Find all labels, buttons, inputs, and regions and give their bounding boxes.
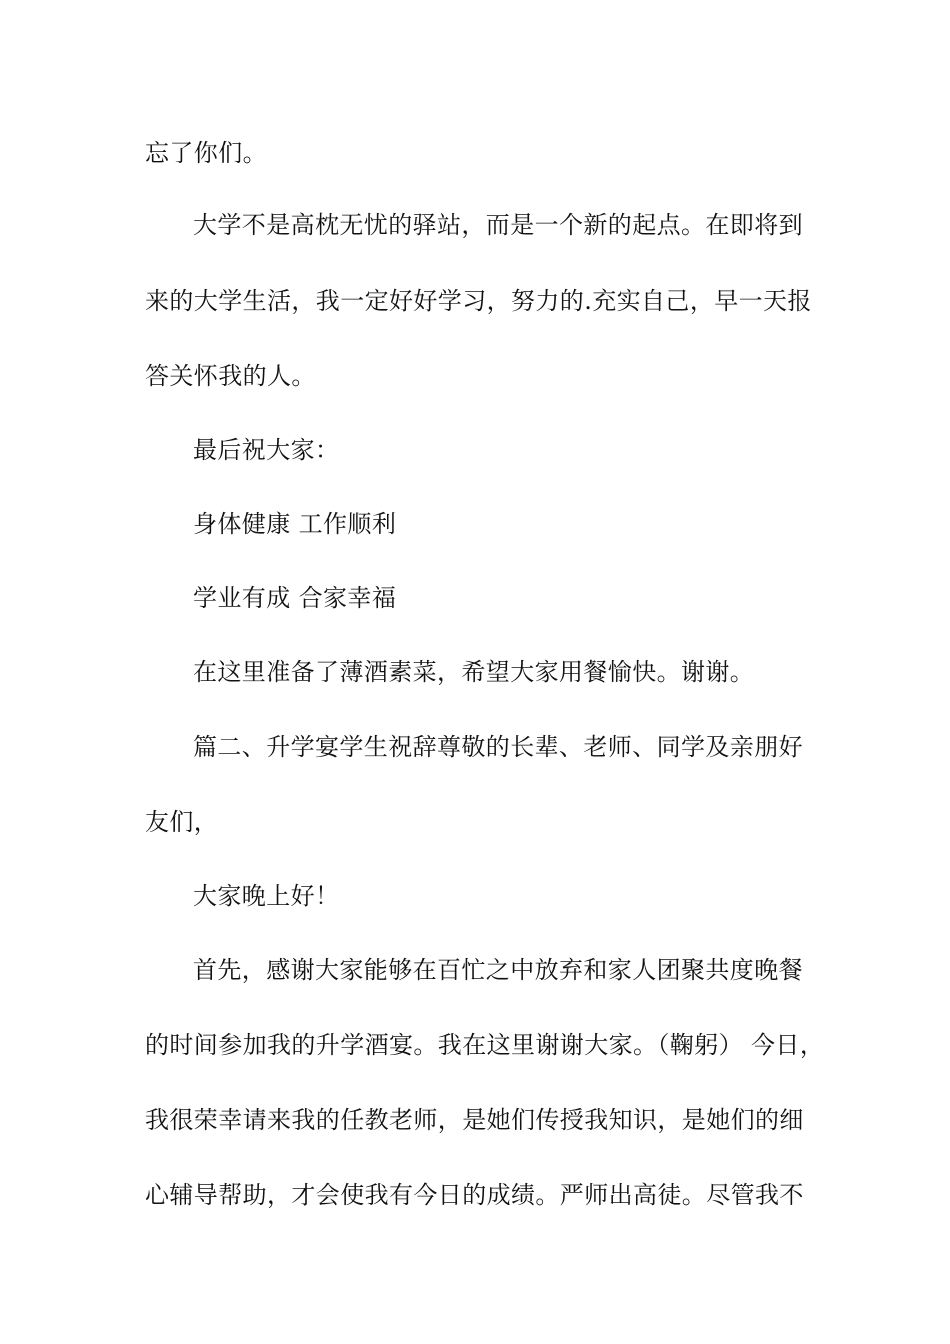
paragraph-line: 在这里准备了薄酒素菜，希望大家用餐愉快。谢谢。 — [193, 658, 755, 686]
paragraph-line: 篇二、升学宴学生祝辞尊敬的长辈、老师、同学及亲朋好 — [193, 733, 803, 761]
text-line: 我很荣幸请来我的任教老师，是她们传授我知识，是她们的细 — [145, 1106, 804, 1134]
text-line: 忘了你们。 — [145, 139, 267, 167]
paragraph-line: 大学不是高枕无忧的驿站，而是一个新的起点。在即将到 — [193, 211, 803, 239]
paragraph-line: 首先，感谢大家能够在百忙之中放弃和家人团聚共度晚餐 — [193, 956, 803, 984]
paragraph-line: 身体健康 工作顺利 — [193, 510, 397, 538]
text-line: 心辅导帮助，才会使我有今日的成绩。严师出高徒。尽管我不 — [145, 1181, 804, 1209]
paragraph-line: 最后祝大家： — [193, 436, 340, 464]
text-line: 的时间参加我的升学酒宴。我在这里谢谢大家。（鞠躬） 今日， — [145, 1031, 825, 1059]
text-line: 答关怀我的人。 — [145, 362, 316, 390]
paragraph-line: 学业有成 合家幸福 — [193, 584, 397, 612]
text-line: 友们， — [145, 808, 219, 836]
paragraph-line: 大家晚上好！ — [193, 882, 340, 910]
text-line: 来的大学生活，我一定好好学习，努力的.充实自己，早一天报 — [145, 287, 812, 315]
